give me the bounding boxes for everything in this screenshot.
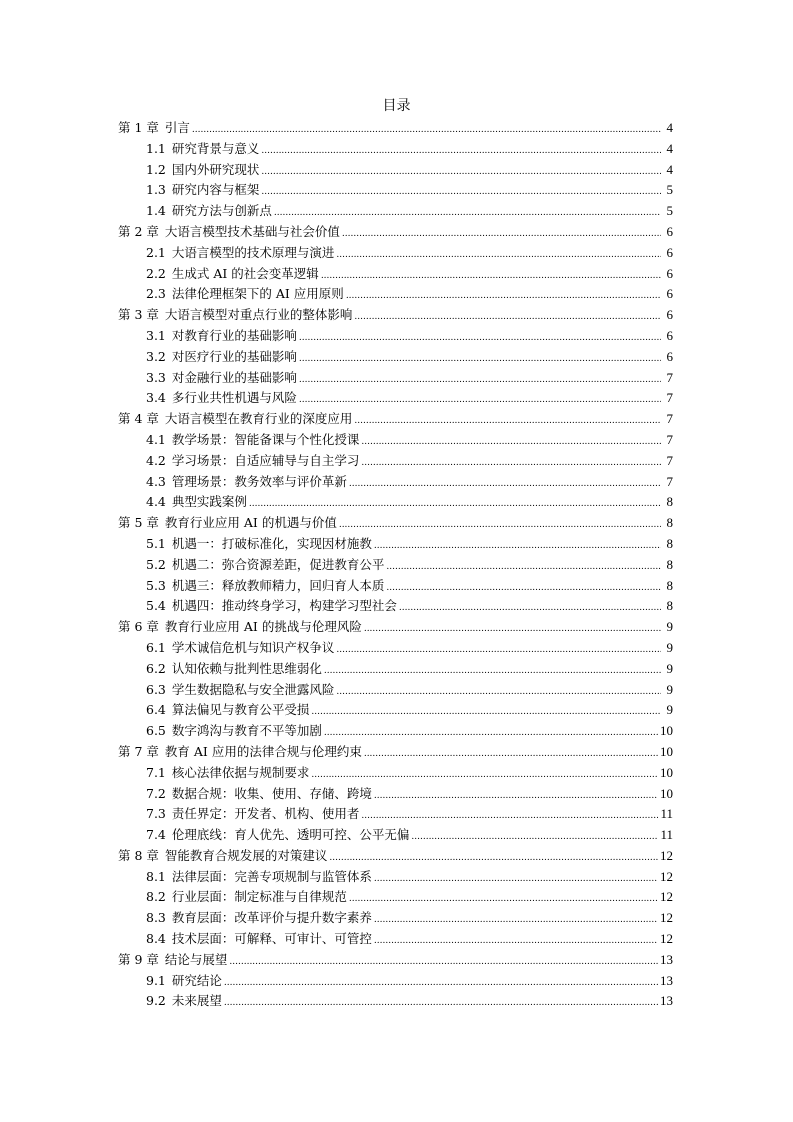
toc-entry-number: 6.4: [146, 702, 166, 718]
toc-entry-number: 第 8 章: [118, 847, 159, 863]
toc-entry-title: 大语言模型技术基础与社会价值: [164, 223, 340, 239]
toc-section-entry[interactable]: [118, 659, 673, 680]
toc-chapter-entry[interactable]: [118, 742, 673, 763]
toc-page-number: 11: [660, 806, 673, 822]
toc-entry-title: 机遇二：弥合资源差距，促进教育公平: [171, 556, 385, 572]
toc-entry-number: 第 6 章: [118, 619, 159, 635]
toc-entry-number: 5.2: [146, 556, 166, 572]
toc-section-entry[interactable]: [118, 139, 673, 160]
toc-entry-number: 6.2: [146, 660, 166, 676]
toc-entry-title: 生成式 AI 的社会变革逻辑: [171, 265, 319, 281]
toc-chapter-entry[interactable]: [118, 846, 673, 867]
toc-entry-number: 8.2: [146, 889, 166, 905]
toc-entry-title: 责任界定：开发者、机构、使用者: [171, 806, 360, 822]
toc-dot-leader: [342, 222, 661, 245]
toc-page-number: 7: [666, 390, 673, 406]
toc-entry-title: 技术层面：可解释、可审计、可管控: [171, 931, 372, 947]
toc-entry-number: 2.3: [146, 286, 166, 302]
toc-section-entry[interactable]: [118, 492, 673, 513]
toc-section-entry[interactable]: [118, 804, 673, 825]
toc-entry-title: 典型实践案例: [171, 494, 247, 510]
toc-section-entry[interactable]: [118, 451, 673, 472]
toc-entry-title: 国内外研究现状: [171, 161, 260, 177]
toc-section-entry[interactable]: [118, 388, 673, 409]
toc-entry-number: 6.5: [146, 723, 166, 739]
toc-entry-title: 研究结论: [171, 972, 222, 988]
toc-page-number: 12: [660, 847, 673, 863]
toc-page-number: 12: [660, 910, 673, 926]
toc-entry-title: 管理场景：教务效率与评价革新: [171, 473, 347, 489]
toc-section-entry[interactable]: [118, 784, 673, 805]
toc-page-number: 7: [666, 369, 673, 385]
toc-entry-number: 第 5 章: [118, 515, 159, 531]
toc-section-entry[interactable]: [118, 555, 673, 576]
toc-section-entry[interactable]: [118, 680, 673, 701]
toc-entry-title: 教育行业应用 AI 的机遇与价值: [164, 515, 337, 531]
toc-entry-number: 8.3: [146, 910, 166, 926]
toc-section-entry[interactable]: [118, 763, 673, 784]
toc-page-number: 4: [666, 120, 673, 135]
toc-dot-leader: [339, 513, 661, 536]
toc-section-entry[interactable]: [118, 721, 673, 742]
toc-dot-leader: [374, 929, 658, 952]
toc-entry-number: 7.1: [146, 764, 166, 780]
toc-entry-title: 智能教育合规发展的对策建议: [164, 847, 328, 863]
toc-entry-number: 第 7 章: [118, 743, 159, 759]
toc-entry-number: 7.3: [146, 806, 166, 822]
toc-dot-leader: [336, 680, 661, 703]
toc-entry-number: 1.4: [146, 203, 166, 219]
toc-entry-number: 5.4: [146, 598, 166, 614]
toc-dot-leader: [329, 846, 658, 869]
toc-page-number: 4: [666, 140, 673, 156]
toc-entry-title: 对教育行业的基础影响: [171, 327, 297, 343]
toc-dot-leader: [374, 867, 658, 890]
toc-entry-number: 7.4: [146, 827, 166, 843]
toc-entry-title: 未来展望: [171, 993, 222, 1009]
toc-section-entry[interactable]: [118, 264, 673, 285]
toc-section-entry[interactable]: [118, 347, 673, 368]
toc-entry-title: 大语言模型的技术原理与演进: [171, 244, 335, 260]
toc-page-number: 9: [666, 702, 673, 718]
toc-page-number: 12: [660, 889, 673, 905]
toc-entry-number: 8.1: [146, 868, 166, 884]
toc-entry-title: 数字鸿沟与教育不平等加剧: [171, 723, 322, 739]
toc-page-number: 8: [666, 556, 673, 572]
toc-page-number: 7: [666, 452, 673, 468]
toc-page-number: 5: [666, 203, 673, 219]
toc-entry-number: 第 3 章: [118, 307, 159, 323]
toc-entry-title: 法律伦理框架下的 AI 应用原则: [171, 286, 344, 302]
toc-entry-title: 学术诚信危机与知识产权争议: [171, 639, 335, 655]
toc-chapter-entry[interactable]: [118, 305, 673, 326]
toc-section-entry[interactable]: [118, 284, 673, 305]
toc-page-number: 7: [666, 411, 673, 427]
toc-entry-number: 4.2: [146, 452, 166, 468]
toc-entry-number: 3.4: [146, 390, 166, 406]
toc-entry-title: 认知依赖与批判性思维弱化: [171, 660, 322, 676]
toc-title: 目录: [382, 98, 411, 114]
toc-entry-title: 研究背景与意义: [171, 140, 260, 156]
toc-dot-leader: [386, 555, 661, 578]
toc-section-entry[interactable]: [118, 576, 673, 597]
toc-entry-number: 第 1 章: [118, 120, 159, 135]
toc-section-entry[interactable]: [118, 160, 673, 181]
toc-page-number: 10: [660, 723, 673, 739]
toc-section-entry[interactable]: [118, 243, 673, 264]
table-of-contents: [118, 118, 673, 1012]
toc-entry-title: 教育 AI 应用的法律合规与伦理约束: [164, 743, 362, 759]
toc-dot-leader: [364, 617, 661, 640]
toc-page-number: 4: [666, 161, 673, 177]
toc-dot-leader: [374, 534, 661, 557]
toc-section-entry[interactable]: [118, 596, 673, 617]
toc-page-number: 5: [666, 182, 673, 198]
toc-entry-number: 9.2: [146, 993, 166, 1009]
toc-entry-number: 第 9 章: [118, 951, 159, 967]
toc-chapter-entry[interactable]: [118, 118, 673, 139]
toc-dot-leader: [261, 160, 661, 183]
toc-chapter-entry[interactable]: [118, 513, 673, 534]
toc-dot-leader: [299, 388, 661, 411]
toc-chapter-entry[interactable]: [118, 950, 673, 971]
toc-dot-leader: [311, 700, 661, 723]
toc-entry-title: 研究内容与框架: [171, 182, 260, 198]
toc-section-entry[interactable]: [118, 971, 673, 992]
toc-entry-number: 3.1: [146, 327, 166, 343]
toc-entry-title: 研究方法与创新点: [171, 203, 272, 219]
toc-dot-leader: [349, 887, 658, 910]
toc-section-entry[interactable]: [118, 180, 673, 201]
toc-dot-leader: [336, 638, 661, 661]
toc-dot-leader: [324, 721, 658, 744]
toc-entry-title: 学习场景：自适应辅导与自主学习: [171, 452, 360, 468]
toc-entry-number: 1.1: [146, 140, 166, 156]
toc-dot-leader: [411, 825, 658, 848]
toc-entry-title: 大语言模型在教育行业的深度应用: [164, 411, 353, 427]
toc-dot-leader: [299, 368, 661, 391]
toc-entry-title: 教学场景：智能备课与个性化授课: [171, 431, 360, 447]
toc-entry-title: 对金融行业的基础影响: [171, 369, 297, 385]
toc-entry-title: 引言: [164, 120, 190, 135]
toc-entry-number: 8.4: [146, 931, 166, 947]
toc-page-number: 13: [660, 951, 673, 967]
toc-dot-leader: [224, 991, 658, 1014]
toc-dot-leader: [261, 139, 661, 162]
toc-section-entry[interactable]: [118, 700, 673, 721]
toc-section-entry[interactable]: [118, 201, 673, 222]
toc-entry-number: 5.3: [146, 577, 166, 593]
toc-entry-number: 6.1: [146, 639, 166, 655]
toc-section-entry[interactable]: [118, 326, 673, 347]
toc-entry-number: 2.1: [146, 244, 166, 260]
toc-page-number: 13: [660, 993, 673, 1009]
toc-section-entry[interactable]: [118, 929, 673, 950]
toc-section-entry[interactable]: [118, 825, 673, 846]
toc-section-entry[interactable]: [118, 908, 673, 929]
toc-dot-leader: [361, 804, 658, 827]
toc-section-entry[interactable]: [118, 638, 673, 659]
toc-dot-leader: [354, 305, 661, 328]
toc-entry-number: 1.3: [146, 182, 166, 198]
toc-entry-number: 6.3: [146, 681, 166, 697]
toc-dot-leader: [249, 492, 661, 515]
toc-dot-leader: [399, 596, 661, 619]
toc-page-number: 11: [660, 827, 673, 843]
toc-page-number: 13: [660, 972, 673, 988]
toc-page-number: 8: [666, 515, 673, 531]
toc-dot-leader: [299, 347, 661, 370]
toc-entry-number: 1.2: [146, 161, 166, 177]
toc-page-number: 8: [666, 494, 673, 510]
toc-section-entry[interactable]: [118, 991, 673, 1012]
toc-page-number: 9: [666, 639, 673, 655]
toc-page-number: 6: [666, 327, 673, 343]
toc-page-number: 10: [660, 764, 673, 780]
toc-entry-title: 多行业共性机遇与风险: [171, 390, 297, 406]
toc-page-number: 7: [666, 431, 673, 447]
toc-dot-leader: [374, 908, 658, 931]
toc-section-entry[interactable]: [118, 887, 673, 908]
toc-entry-title: 数据合规：收集、使用、存储、跨境: [171, 785, 372, 801]
toc-dot-leader: [224, 971, 658, 994]
toc-entry-number: 第 4 章: [118, 411, 159, 427]
toc-chapter-entry[interactable]: [118, 617, 673, 638]
toc-section-entry[interactable]: [118, 534, 673, 555]
toc-entry-title: 法律层面：完善专项规制与监管体系: [171, 868, 372, 884]
toc-dot-leader: [349, 472, 661, 495]
toc-entry-title: 核心法律依据与规制要求: [171, 764, 310, 780]
toc-entry-number: 3.3: [146, 369, 166, 385]
toc-page-number: 10: [660, 785, 673, 801]
toc-chapter-entry[interactable]: [118, 409, 673, 430]
toc-section-entry[interactable]: [118, 472, 673, 493]
toc-page-number: 7: [666, 473, 673, 489]
toc-dot-leader: [361, 430, 661, 453]
toc-entry-title: 教育层面：改革评价与提升数字素养: [171, 910, 372, 926]
toc-entry-title: 对医疗行业的基础影响: [171, 348, 297, 364]
toc-dot-leader: [324, 659, 661, 682]
toc-entry-title: 大语言模型对重点行业的整体影响: [164, 307, 353, 323]
toc-entry-number: 4.1: [146, 431, 166, 447]
toc-dot-leader: [299, 326, 661, 349]
toc-page-number: 8: [666, 598, 673, 614]
toc-dot-leader: [274, 201, 661, 224]
toc-page-number: 9: [666, 660, 673, 676]
toc-dot-leader: [361, 451, 661, 474]
toc-dot-leader: [374, 784, 658, 807]
toc-entry-title: 行业层面：制定标准与自律规范: [171, 889, 347, 905]
toc-entry-number: 7.2: [146, 785, 166, 801]
toc-entry-title: 学生数据隐私与安全泄露风险: [171, 681, 335, 697]
toc-dot-leader: [386, 576, 661, 599]
toc-dot-leader: [364, 742, 658, 765]
toc-page-number: 12: [660, 931, 673, 947]
toc-page-number: 6: [666, 244, 673, 260]
toc-page-number: 8: [666, 577, 673, 593]
toc-page-number: 6: [666, 265, 673, 281]
toc-page-number: 6: [666, 348, 673, 364]
toc-entry-number: 第 2 章: [118, 223, 159, 239]
toc-entry-number: 5.1: [146, 535, 166, 551]
toc-entry-title: 机遇一：打破标准化，实现因材施教: [171, 535, 372, 551]
toc-dot-leader: [229, 950, 658, 973]
toc-entry-number: 4.4: [146, 494, 166, 510]
toc-dot-leader: [321, 264, 661, 287]
toc-entry-title: 算法偏见与教育公平受损: [171, 702, 310, 718]
toc-dot-leader: [336, 243, 661, 266]
toc-entry-number: 4.3: [146, 473, 166, 489]
toc-dot-leader: [311, 763, 658, 786]
toc-entry-title: 教育行业应用 AI 的挑战与伦理风险: [164, 619, 362, 635]
toc-page-number: 6: [666, 307, 673, 323]
toc-section-entry[interactable]: [118, 368, 673, 389]
toc-page-number: 10: [660, 743, 673, 759]
toc-section-entry[interactable]: [118, 430, 673, 451]
toc-chapter-entry[interactable]: [118, 222, 673, 243]
toc-dot-leader: [192, 118, 661, 141]
toc-dot-leader: [354, 409, 661, 432]
toc-entry-number: 2.2: [146, 265, 166, 281]
toc-page-number: 6: [666, 223, 673, 239]
toc-entry-number: 9.1: [146, 972, 166, 988]
toc-entry-title: 结论与展望: [164, 951, 228, 967]
toc-entry-title: 机遇三：释放教师精力，回归育人本质: [171, 577, 385, 593]
toc-page-number: 12: [660, 868, 673, 884]
toc-dot-leader: [346, 284, 661, 307]
toc-dot-leader: [261, 180, 661, 203]
toc-page-number: 9: [666, 619, 673, 635]
toc-page-number: 9: [666, 681, 673, 697]
toc-entry-title: 伦理底线：育人优先、透明可控、公平无偏: [171, 827, 410, 843]
toc-entry-title: 机遇四：推动终身学习，构建学习型社会: [171, 598, 397, 614]
toc-page-number: 8: [666, 535, 673, 551]
toc-page-number: 6: [666, 286, 673, 302]
toc-section-entry[interactable]: [118, 867, 673, 888]
toc-entry-number: 3.2: [146, 348, 166, 364]
